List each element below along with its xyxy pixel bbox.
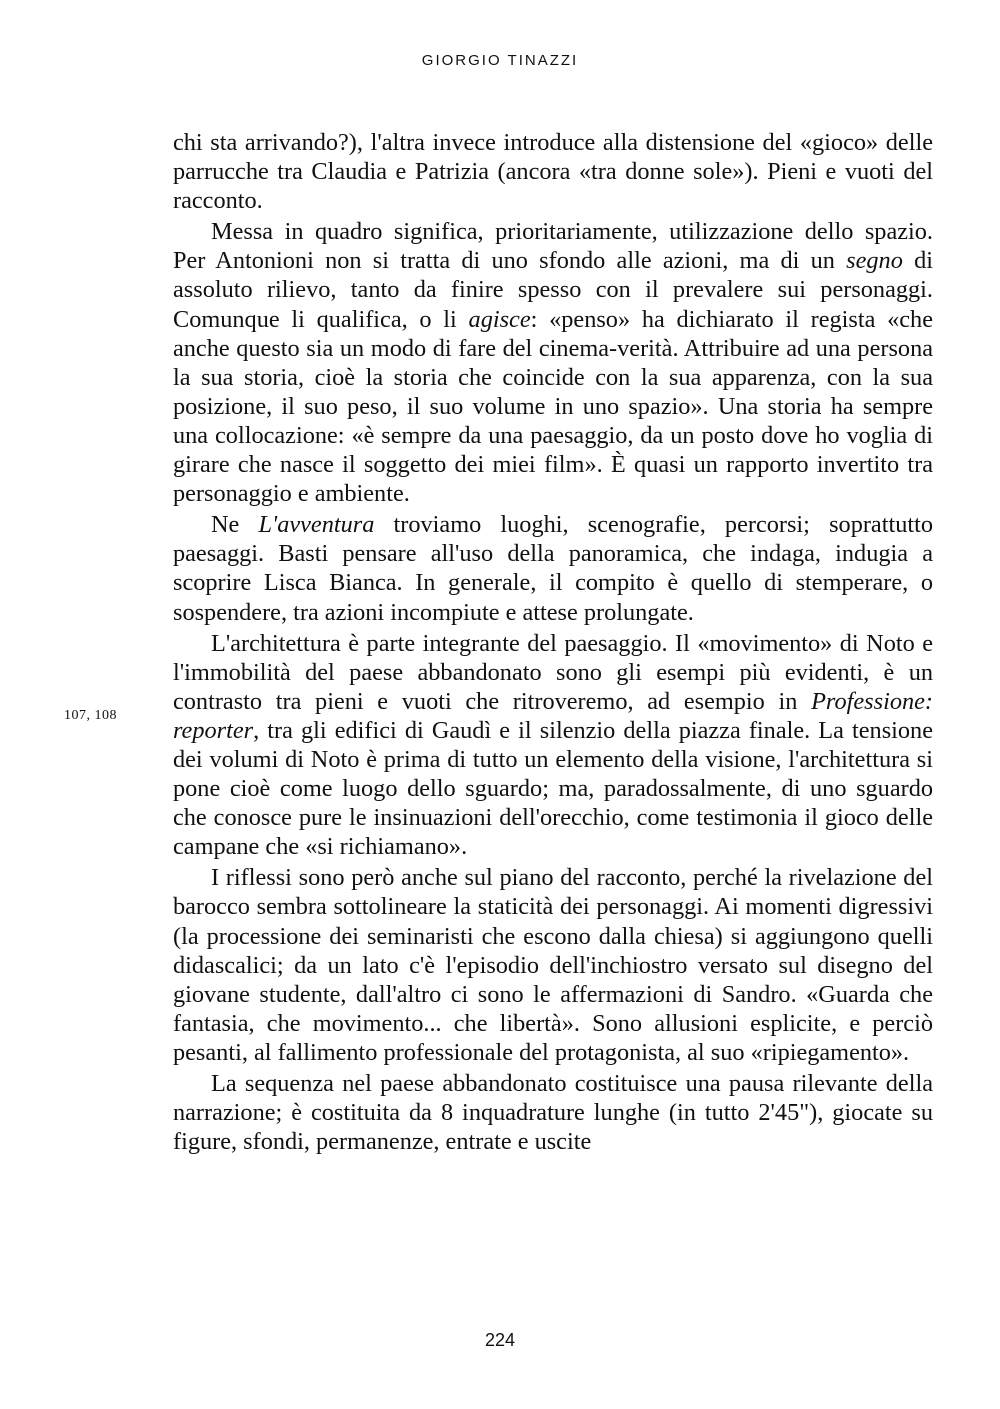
text-run: , tra gli edifici di Gaudì e il silenzio della piazza finale. La tensione dei volumi di Noto è prima di tutto un elemento della visione, l'architettura si pone cioè come luogo dello sguardo; ma, paradossalmente, di uno sguardo che conosce pure le insinuazioni dell'orecchio, come testimonia il gioco delle campane che «si richiamano». bbox=[173, 716, 933, 861]
italic-title: segno bbox=[846, 247, 903, 275]
page-number: 224 bbox=[484, 1330, 516, 1350]
text-run: L'architettura è parte integrante del paesaggio. Il «movimento» di Noto e l'immobilità del paese abbandonato sono gli esempi più evidenti, è un contrasto tra pieni e vuoti che ritroveremo, ad esempio in bbox=[173, 629, 933, 715]
text-run: troviamo luoghi, scenografie, percorsi; soprattutto paesaggi. Basti pensare all'uso della panoramica, che indaga, indugia a scoprire Lisca Bianca. In generale, il compito è quello di stemperare, o sospendere, tra azioni incompiute e attese prolungate. bbox=[173, 511, 934, 626]
italic-title: L'avventura bbox=[258, 511, 375, 539]
text-run: I riflessi sono però anche sul piano del racconto, perché la rivelazione del barocco sembra sottolineare la staticità dei personaggi. Ai momenti digressivi (la processione dei seminaristi che escono dalla chiesa) si aggiungono quelli didascalici; da un lato c'è l'episodio dell'inchiostro versato sul disegno del giovane studente, dall'altro ci sono le affermazioni di Sandro. «Guarda che fantasia, che movimento... che libertà». Sono allusioni esplicite, e perciò pesanti, al fallimento professionale del protagonista, al suo «ripiegamento». bbox=[173, 864, 933, 1066]
paragraph bbox=[173, 217, 933, 508]
body-text bbox=[173, 128, 933, 1158]
paragraph bbox=[173, 510, 933, 626]
paragraph bbox=[173, 863, 933, 1067]
text-run: chi sta arrivando?), l'altra invece introduce alla distensione del «gioco» delle parrucche tra Claudia e Patrizia (ancora «tra donne sole»). Pieni e vuoti del racconto. bbox=[173, 129, 933, 215]
paragraph bbox=[173, 629, 933, 862]
running-head: GIORGIO TINAZZI bbox=[421, 52, 579, 69]
paragraph bbox=[173, 1069, 933, 1156]
text-run: : «penso» ha dichiarato il regista «che anche questo sia un modo di fare del cinema-verità. Attribuire ad una persona la sua storia, cioè la storia che coincide con la sua apparenza, con la sua posizione, il suo peso, il suo volume in uno spazio». Una storia ha sempre una collocazione: «è sempre da una paesaggio, da un posto dove ho voglia di girare che nasce il soggetto dei miei film». È quasi un rapporto invertito tra personaggio e ambiente. bbox=[173, 305, 933, 508]
text-run: Messa in quadro significa, prioritariamente, utilizzazione dello spazio. Per Antonioni non si tratta di uno sfondo alle azioni, ma di un bbox=[173, 218, 933, 275]
text-run: La sequenza nel paese abbandonato costituisce una pausa rilevante della narrazione; è costituita da 8 inquadrature lunghe (in tutto 2'45"), giocate su figure, sfondi, permanenze, entrate e uscite bbox=[173, 1070, 933, 1156]
text-run: Ne bbox=[211, 511, 259, 539]
paragraph bbox=[173, 128, 933, 215]
italic-title: agisce bbox=[468, 305, 531, 333]
text-run: di assoluto rilievo, tanto da finire spesso con il prevalere sui personaggi. Comunque li qualifica, o li bbox=[173, 247, 933, 333]
margin-note: 107, 108 bbox=[64, 708, 117, 723]
italic-title: Professione: reporter bbox=[173, 687, 933, 744]
